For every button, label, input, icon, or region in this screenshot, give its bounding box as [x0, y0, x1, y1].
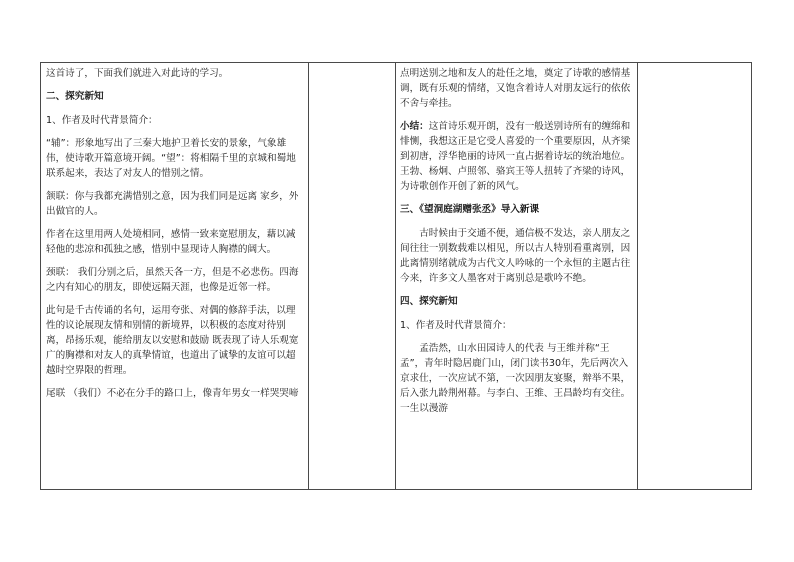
- left-heading-explore: 二、探究新知: [46, 91, 104, 102]
- right-paragraph-1: 点明送别之地和友人的赴任之地，奠定了诗歌的感情基调，既有乐观的情绪，又饱含着诗人对朋友远行的依依不舍与牵挂。: [400, 68, 631, 109]
- right-paragraph-3: 古时候由于交通不便，通信极不发达，亲人朋友之间往往一别数载难以相见，所以古人特别看重离别，因此离情别绪就成为古代文人吟咏的一个永恒的主题古往今来，许多文人墨客对于离别总是歌吟不绝。: [400, 228, 631, 284]
- table-left-border: [40, 62, 41, 490]
- right-paragraph-5: 孟浩然，山水田园诗人的代表 与王维并称“王孟”，青年时隐居鹿门山，闭门读书30年，先后两次入京求仕，一次应试不第，一次因朋友宴聚，辩举不果，后入张九龄荆州幕。与李白、王维、王昌龄均有交往。一生以漫游: [400, 343, 631, 414]
- summary-text: 这首诗乐观开朗，没有一般送别诗所有的缠绵和悱恻，我想这正是它受人喜爱的一个重要原因，从齐梁到初唐，浮华艳丽的诗风一直占据着诗坛的统治地位。王勃、杨炯、卢照邻、骆宾王等人扭转了齐梁的诗风，为诗歌创作开创了新的风气。: [400, 121, 631, 192]
- right-paragraph-4: 1、作者及时代背景简介：: [400, 320, 512, 331]
- table-divider-1: [308, 62, 309, 490]
- left-paragraph-4: 颔联：你与我都充满惜别之意，因为我们同是远离 家乡，外出做官的人。: [46, 191, 299, 217]
- left-paragraph-5: 作者在这里用两人处境相同，感情一致来宽慰朋友，藉以减轻他的悲凉和孤独之感，惜别中显现诗人胸襟的阔大。: [46, 229, 296, 255]
- table-bottom-border: [40, 489, 752, 490]
- right-text-column: [400, 66, 632, 424]
- right-paragraph-summary: [400, 119, 632, 194]
- left-paragraph-2: 1、作者及时代背景简介：: [46, 115, 158, 126]
- table-right-border: [751, 62, 752, 490]
- left-paragraph-7: 此句是千古传诵的名句，运用夸张、对偶的修辞手法，以理性的议论展现友情和别情的新境界，以积极的态度对待别离，昂扬乐观，能给朋友以安慰和鼓励 既表现了诗人乐观宽广的胸襟和对友人的真挚情谊，也道出了诚挚的友谊可以超越时空界限的哲理。: [46, 305, 299, 376]
- summary-label: 小结：: [400, 121, 429, 132]
- left-paragraph-3: “辅”：形象地写出了三秦大地护卫着长安的景象，气象雄伟，使诗歌开篇意境开阔。“望”：将相隔千里的京城和蜀地联系起来，表达了对友人的惜别之情。: [46, 138, 296, 179]
- left-paragraph-6: 颈联： 我们分别之后，虽然天各一方，但是不必悲伤。四海之内有知心的朋友，即使远隔天涯，也像是近邻一样。: [46, 267, 299, 293]
- left-paragraph-8: 尾联 （我们）不必在分手的路口上，像青年男女一样哭哭啼: [46, 388, 299, 399]
- left-paragraph-1: 这首诗了，下面我们就进入对此诗的学习。: [46, 68, 229, 79]
- right-heading-explore: 四、探究新知: [400, 296, 458, 307]
- table-top-border: [40, 62, 752, 63]
- left-text-column: [46, 66, 302, 409]
- table-divider-3: [637, 62, 638, 490]
- right-heading-intro: 三、《望洞庭湖赠张丞》导入新课: [400, 204, 540, 215]
- table-divider-2: [395, 62, 396, 490]
